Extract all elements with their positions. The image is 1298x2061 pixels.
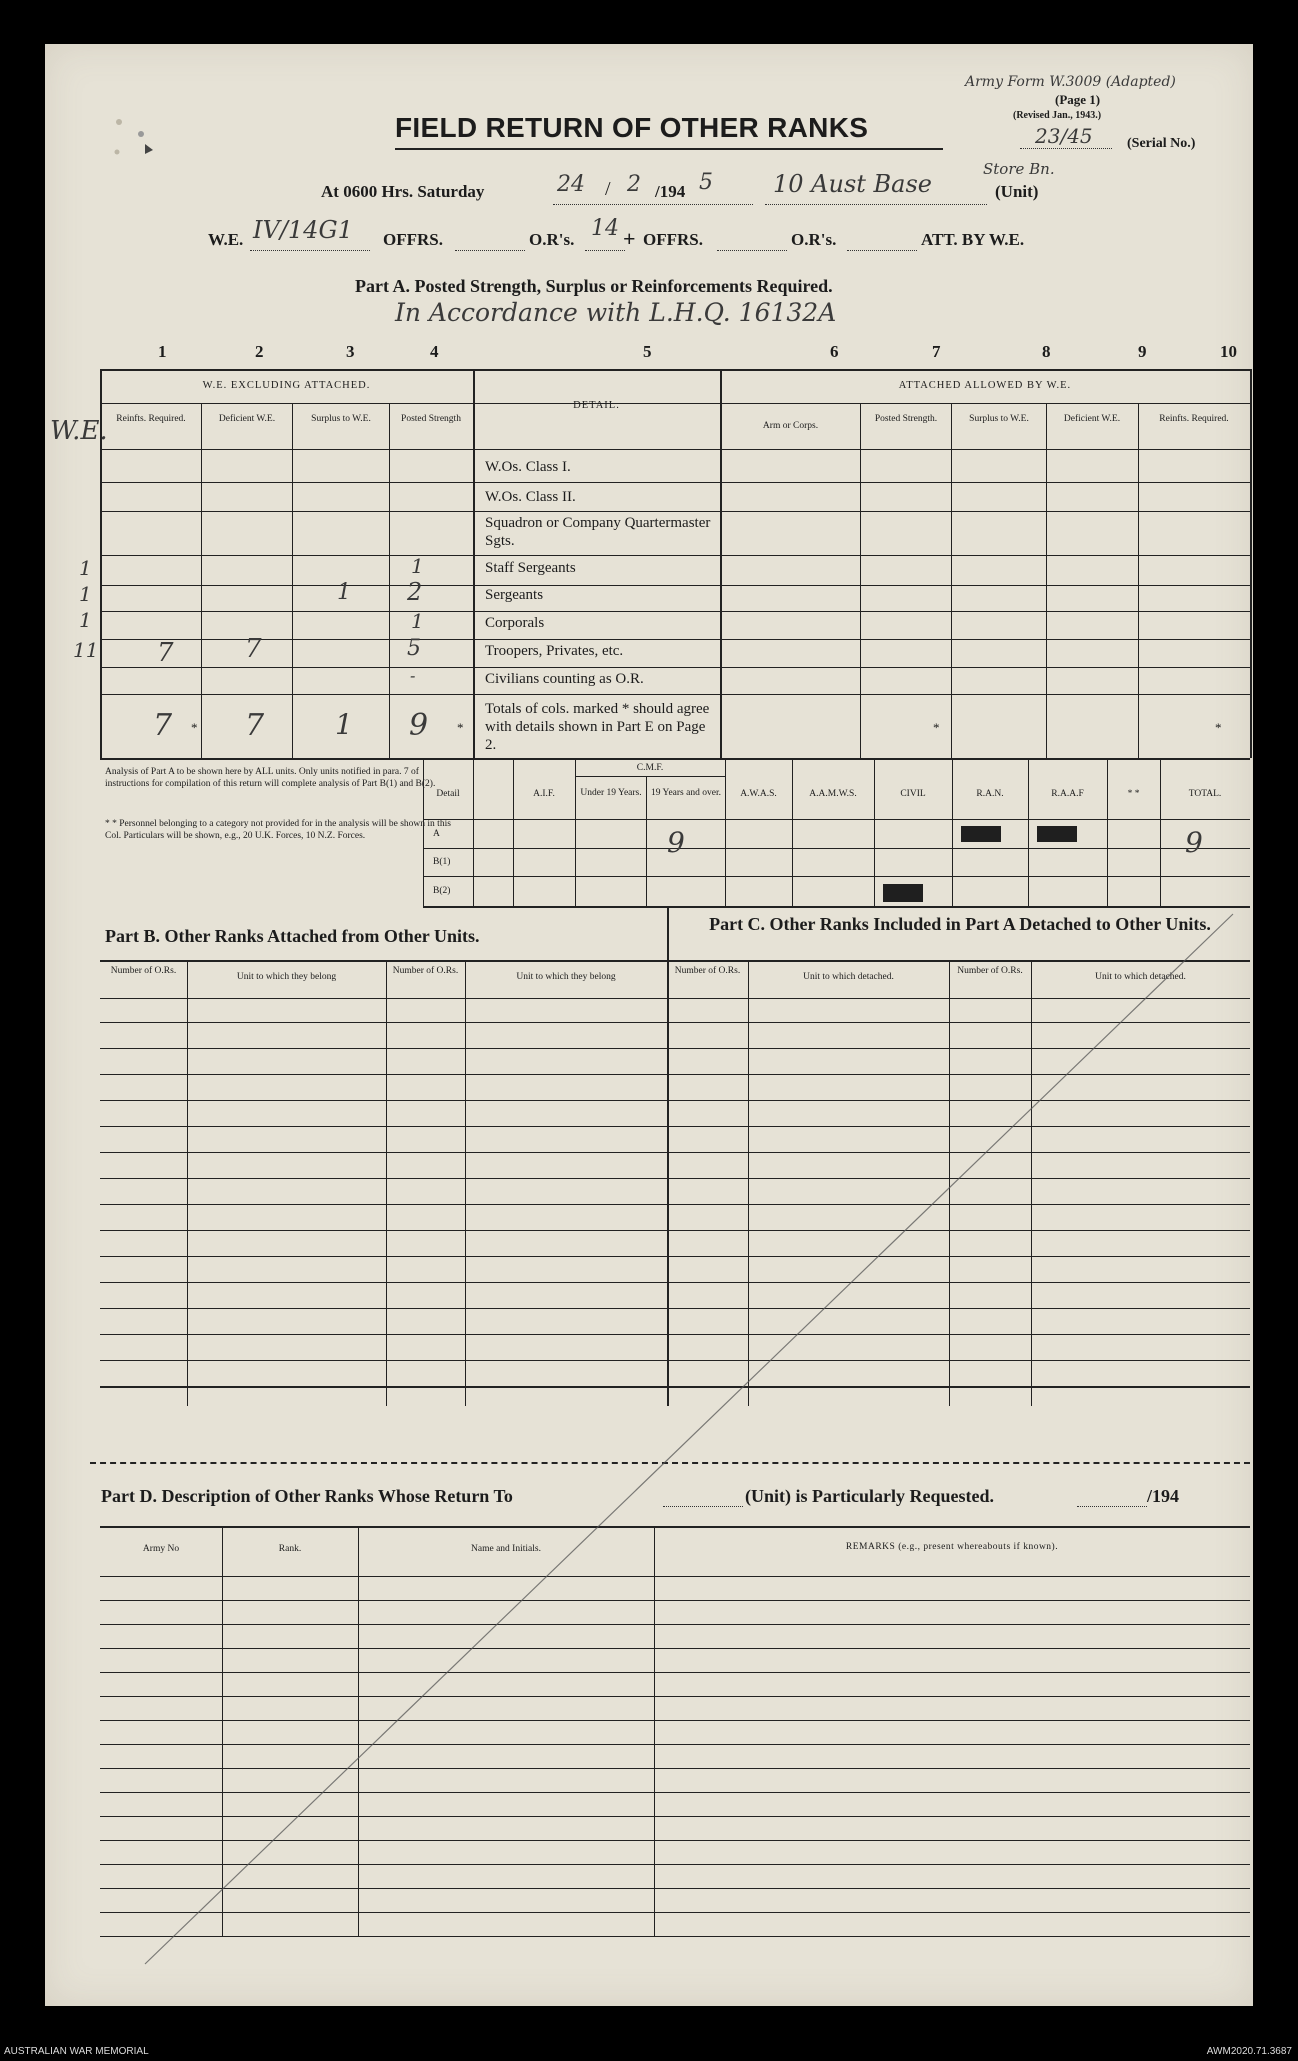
date-day: 24 <box>557 172 585 197</box>
footer-left: AUSTRALIAN WAR MEMORIAL <box>4 2046 149 2057</box>
margin-value: 11 <box>73 638 99 662</box>
cell-value: 1 <box>411 609 424 633</box>
analysis-a-19over: 9 <box>667 826 685 859</box>
total-value: 1 <box>335 708 353 741</box>
part-d-head: Name and Initials. <box>471 1544 541 1554</box>
part-d-head: Rank. <box>278 1544 302 1554</box>
part-b-head: Number of O.Rs. <box>110 966 177 976</box>
we-excluding-heading: W.E. EXCLUDING ATTACHED. <box>202 380 371 391</box>
margin-value: 1 <box>79 608 92 632</box>
ors-label: O.R's. <box>529 230 575 249</box>
attached-allowed-heading: ATTACHED ALLOWED BY W.E. <box>898 380 1072 391</box>
offrs-label: OFFRS. <box>383 230 443 249</box>
ors-value: 14 <box>591 216 619 241</box>
part-b-head: Unit to which they belong <box>236 972 337 982</box>
analysis-head-civil: CIVIL <box>900 789 926 799</box>
analysis-head-awas: A.W.A.S. <box>740 789 777 799</box>
col-head-posted-2: Posted Strength. <box>874 414 938 424</box>
form-sheet: Army Form W.3009 (Adapted) (Page 1) (Revised Jan., 1943.) 23/45 (Serial No.) FIELD RETURN OF OTHER RANKS At 0600 Hrs. Saturday 24 / 2 /194 5 10 Aust Base Store Bn. (Unit) W.E. IV/14G1 OFFRS. O.R's. 14 + OFFRS. O.R's. ATT. BY W.E. Part A. Posted Strength, Surplus or Reinforcements Required. In Accordance with L.H.Q. 16132A 1 2 3 4 5 6 7 8 9 10 W.E. EXCLUDING ATTACHED. ATTACHED ALLOWED BY W.E. DETAIL. Reinfts. Required. Deficient W.E. Surplus to W.E. Posted Strength Arm or Corps. Posted Strength. Surplus to W.E. Deficient W.E. Reinfts. Required. W.E. W.Os. Class I. W.Os. Class II. Squadron or Company Quartermaster Sgts. Staff Sergeants Sergeants Corporals Troopers, Privates, etc. Civilians counting as O.R. Totals of cols. marked * should agree with details shown in Part E on Page 2. 1 1 1 11 1 1 2 1 7 7 5 - 7 * 7 1 9 * * * Analysis of Part A to be shown here by ALL units. Only units notified in para. 7 of instructions for compilation of this return will complete analysis of Part B(1) and B(2). * * Personnel belonging to a category not provided for in the analysis will be shown in this Col. Particulars will be shown, e.g., 20 U.K. Forces, 10 N.Z. Forces. Detail A.I.F. C.M.F. Under 19 Years. 19 Years and over. A.W.A.S. A.A.M.W.S. CIVIL R.A.N. R.A.A.F * * TOTAL. A B(1) B(2) 9 9 Part B. Other Ranks Attached from Other Units. Part C. Other Ranks Included in Part A Detached to Other Units. Number of O.Rs. Unit to which they belong Number of O.Rs. Unit to which they belong Number of O.Rs. Unit to which detached. Number of O.Rs. Unit to which detached. Part D. Description of Other Ranks Whose Return To (Unit) is Particularly Requested. /194 Army No Rank. Name and Initials. REMARKS (e.g., present whereabouts if known). <box>45 44 1253 2006</box>
detail-heading: DETAIL. <box>573 400 620 411</box>
ors-label-2: O.R's. <box>791 230 837 249</box>
part-c-title: Part C. Other Ranks Included in Part A Detached to Other Units. <box>709 914 1211 934</box>
col-head-reinfts-2: Reinfts. Required. <box>1159 414 1229 424</box>
part-c-head: Number of O.Rs. <box>674 966 741 976</box>
row-detail: Corporals <box>485 615 545 631</box>
part-d-title: Part D. Description of Other Ranks Whose Return To <box>101 1486 513 1506</box>
analysis-row-b1: B(1) <box>433 857 451 867</box>
analysis-head-total: TOTAL. <box>1188 789 1222 799</box>
part-a-title: Part A. Posted Strength, Surplus or Reinforcements Required. <box>355 276 833 296</box>
total-value: 7 <box>245 708 265 743</box>
margin-value: 1 <box>79 556 92 580</box>
analysis-head-ran: R.A.N. <box>976 789 1004 799</box>
offrs-label-2: OFFRS. <box>643 230 703 249</box>
analysis-note: Analysis of Part A to be shown here by ALL units. Only units notified in para. 7 of instructions for compilation of this return will complete analysis of Part B(1) and B(2). <box>105 767 436 789</box>
row-detail: Troopers, Privates, etc. <box>485 643 624 659</box>
we-value: IV/14G1 <box>253 216 353 244</box>
part-b-head: Unit to which they belong <box>516 972 616 982</box>
total-value: 7 <box>153 708 173 743</box>
cell-value: 7 <box>157 638 174 668</box>
cell-value: 1 <box>411 554 424 578</box>
diagonal-strike-line <box>45 44 1253 2006</box>
footer-right: AWM2020.71.3687 <box>1206 2046 1292 2057</box>
analysis-head-19over: 19 Years and over. <box>651 788 721 798</box>
cell-value: - <box>410 666 416 685</box>
plus-sign: + <box>623 226 636 251</box>
part-b-head: Number of O.Rs. <box>392 966 459 976</box>
year-prefix: /194 <box>655 182 686 201</box>
part-b-title: Part B. Other Ranks Attached from Other Units. <box>105 926 480 946</box>
cell-value: 7 <box>245 634 262 664</box>
serial-label: (Serial No.) <box>1127 136 1196 151</box>
part-d-head: REMARKS (e.g., present whereabouts if known). <box>845 1542 1059 1552</box>
analysis-head-other: * * <box>1127 789 1140 799</box>
col-head-deficient-2: Deficient W.E. <box>1063 414 1121 424</box>
total-value: 9 <box>409 708 429 743</box>
year-digit: 5 <box>699 170 713 195</box>
page-label: (Page 1) <box>1055 92 1101 107</box>
page-title: FIELD RETURN OF OTHER RANKS <box>395 112 869 143</box>
part-d-date: /194 <box>1147 1486 1180 1506</box>
row-detail: Squadron or Company Quartermaster Sgts. <box>485 515 711 549</box>
analysis-head-cmf: C.M.F. <box>636 763 664 773</box>
at-label: At 0600 Hrs. Saturday <box>321 182 485 201</box>
date-month: 2 <box>627 172 641 197</box>
margin-value: 1 <box>79 582 92 606</box>
totals-detail: Totals of cols. marked * should agree with details shown in Part E on Page 2. <box>485 701 710 753</box>
part-c-head: Number of O.Rs. <box>957 966 1023 976</box>
cell-value: 1 <box>337 580 351 605</box>
army-form-label: Army Form W.3009 (Adapted) <box>965 74 1176 90</box>
analysis-row-b2: B(2) <box>433 886 451 896</box>
analysis-head-raaf: R.A.A.F <box>1051 789 1084 799</box>
unit-label: (Unit) <box>995 182 1039 201</box>
analysis-note-2: * * Personnel belonging to a category not provided for in the analysis will be shown in this Col. Particulars will be shown, e.g., 20 U.K. Forces, 10 N.Z. Forces. <box>105 819 451 841</box>
punch-marks <box>105 114 165 164</box>
row-detail: Sergeants <box>485 587 544 603</box>
col-head-arm: Arm or Corps. <box>762 421 819 431</box>
cell-value: 5 <box>407 636 421 661</box>
row-detail: W.Os. Class II. <box>485 489 576 505</box>
column-numbers: 1 2 3 4 5 6 7 8 9 10 <box>158 342 1237 361</box>
analysis-row-a: A <box>433 829 440 839</box>
col-head-reinfts: Reinfts. Required. <box>116 414 186 424</box>
part-d-unit-label: (Unit) is Particularly Requested. <box>745 1486 994 1506</box>
cell-value: 2 <box>407 578 423 606</box>
row-detail: W.Os. Class I. <box>485 459 571 475</box>
row-detail: Staff Sergeants <box>485 560 576 576</box>
serial-value: 23/45 <box>1035 124 1093 148</box>
margin-we: W.E. <box>50 416 108 446</box>
att-label: ATT. BY W.E. <box>921 230 1025 249</box>
we-label: W.E. <box>208 230 244 249</box>
unit-value-2: Store Bn. <box>983 160 1055 178</box>
col-head-surplus-2: Surplus to W.E. <box>969 414 1029 424</box>
part-a-note: In Accordance with L.H.Q. 16132A <box>395 298 837 327</box>
part-c-head: Unit to which detached. <box>1095 972 1186 982</box>
unit-value: 10 Aust Base <box>773 170 933 198</box>
analysis-head-under19: Under 19 Years. <box>580 788 642 798</box>
analysis-head-aamws: A.A.M.W.S. <box>809 789 857 799</box>
col-head-deficient: Deficient W.E. <box>218 414 276 424</box>
part-d-head: Army No <box>142 1544 180 1554</box>
analysis-a-total: 9 <box>1185 826 1203 859</box>
analysis-head-aif: A.I.F. <box>533 789 555 799</box>
analysis-head-detail: Detail <box>436 789 460 799</box>
revised-label: (Revised Jan., 1943.) <box>1013 110 1102 121</box>
row-detail: Civilians counting as O.R. <box>485 671 644 687</box>
col-head-posted: Posted Strength <box>401 414 461 424</box>
col-head-surplus: Surplus to W.E. <box>311 414 371 424</box>
part-c-head: Unit to which detached. <box>803 972 894 982</box>
